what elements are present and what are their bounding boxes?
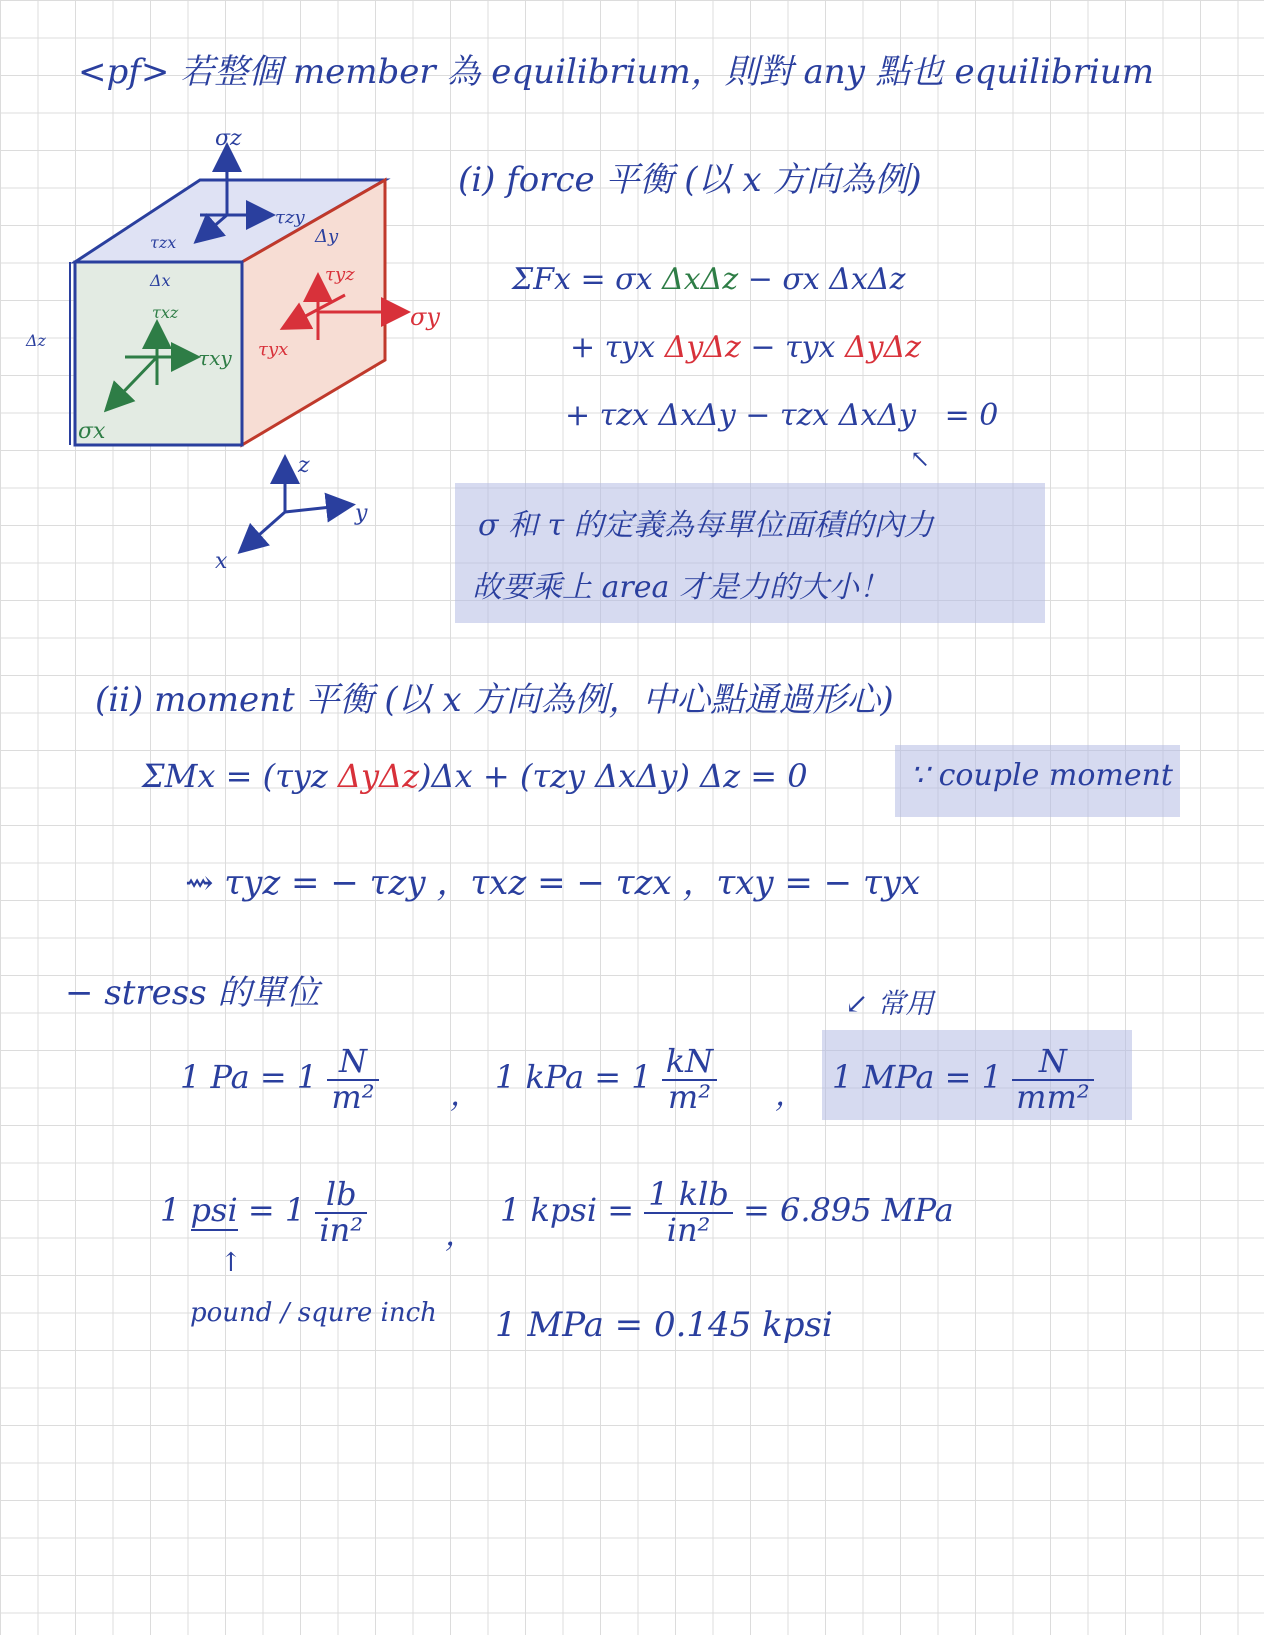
label-dx: Δx: [150, 271, 171, 290]
label-tau-yx: τyx: [258, 339, 289, 360]
unit-pa: 1 Pa = 1 $\frac{N}{\text{m²}}$: [180, 1045, 379, 1114]
label-sigma-x: σx: [78, 419, 106, 444]
force-line-3: + τzx ΔxΔy − τzx ΔxΔy = 0: [565, 398, 999, 433]
unit-psi: 1 psi = 1 $\frac{lb}{\text{in²}}$: [160, 1178, 367, 1247]
comma-2: ，: [775, 1078, 805, 1113]
header-line: <pf> 若整個 member 為 equilibrium，則對 any 點也 equilibrium: [78, 52, 1154, 92]
force-line-1: ΣFx = σx ΔxΔz − σx ΔxΔz: [512, 262, 906, 297]
force-heading: (i) force 平衡 (以 x 方向為例): [458, 160, 922, 200]
axis-x: x: [215, 549, 228, 574]
label-tau-xy: τxy: [198, 346, 232, 370]
axis-z: z: [298, 453, 310, 478]
label-tau-zy: τzy: [275, 207, 305, 228]
label-tau-yz: τyz: [325, 264, 355, 285]
moment-heading: (ii) moment 平衡 (以 x 方向為例，中心點通過形心): [95, 680, 894, 720]
label-dz: Δz: [26, 331, 46, 350]
moment-result: ⇝ τyz = − τzy ，τxz = − τzx ，τxy = − τyx: [185, 863, 921, 903]
force-note-line-1: σ 和 τ 的定義為每單位面積的內力: [478, 508, 934, 543]
couple-moment-note: ∵ couple moment: [910, 758, 1173, 793]
axis-y: y: [355, 501, 368, 526]
label-sigma-z: σz: [215, 126, 242, 151]
psi-arrow: ↑: [220, 1248, 242, 1278]
label-tau-xz: τxz: [152, 303, 179, 322]
force-line-2: + τyx ΔyΔz − τyx ΔyΔz: [570, 330, 922, 365]
units-heading: − stress 的單位: [65, 973, 320, 1013]
arrow-to-note: ↖: [910, 445, 931, 473]
comma-3: ，: [445, 1218, 475, 1253]
force-note-line-2: 故要乘上 area 才是力的大小！: [472, 570, 889, 605]
unit-kpa: 1 kPa = 1 $\frac{kN}{\text{m²}}$: [495, 1045, 717, 1114]
stress-cube-diagram: [20, 120, 460, 590]
moment-equation: ΣMx = (τyz ΔyΔz)Δx + (τzy ΔxΔy) Δz = 0: [142, 757, 808, 795]
comma-1: ，: [450, 1078, 480, 1113]
unit-kpsi: 1 kpsi = $\frac{\text{1 klb}}{\text{in²}}$ = 6.895 MPa: [500, 1175, 954, 1249]
label-sigma-y: σy: [410, 303, 440, 331]
common-label: ↙ 常用: [845, 987, 934, 1020]
psi-note: pound / squre inch: [190, 1298, 437, 1328]
unit-mpa: 1 MPa = 1 $\frac{N}{\text{mm²}}$: [832, 1045, 1094, 1114]
label-dy: Δy: [315, 226, 339, 247]
label-tau-zx: τzx: [150, 233, 177, 252]
mpa-to-kpsi: 1 MPa = 0.145 kpsi: [495, 1305, 833, 1345]
psi-underlined: psi: [190, 1191, 238, 1230]
